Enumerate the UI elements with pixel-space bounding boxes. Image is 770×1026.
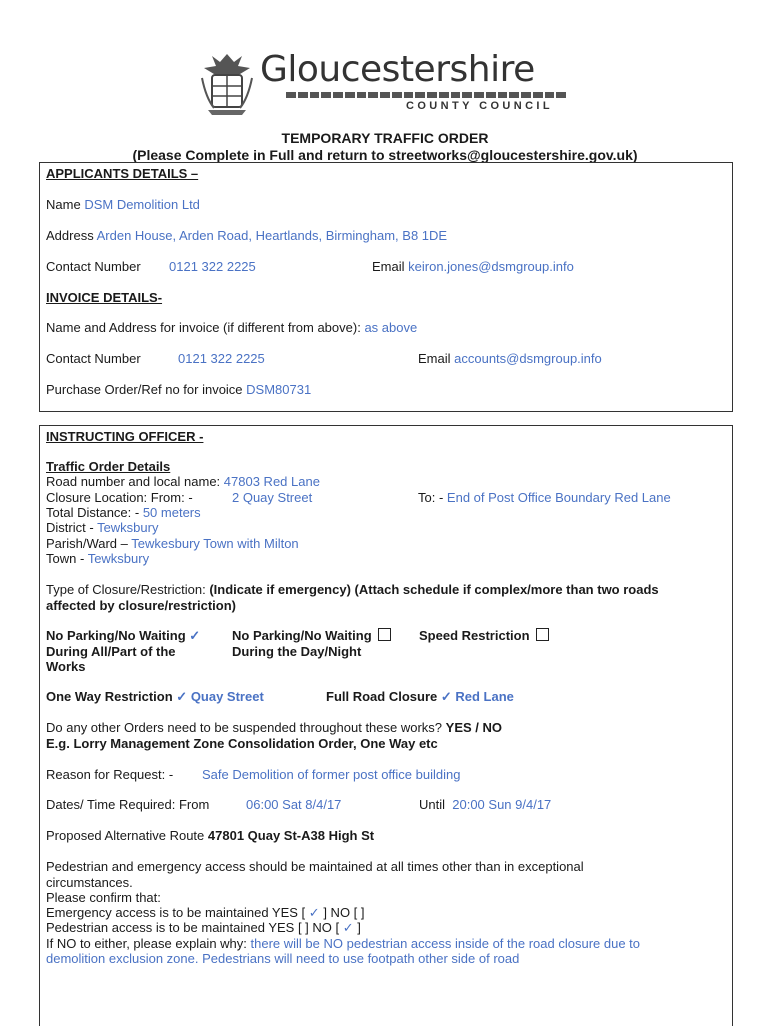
invoice-contact-label: Contact Number [46, 351, 141, 366]
page-title: TEMPORARY TRAFFIC ORDER [281, 130, 489, 146]
road-value[interactable]: 47803 Red Lane [223, 474, 320, 489]
explain-line-2[interactable]: demolition exclusion zone. Pedestrians will need to use footpath other side of road [46, 951, 520, 966]
applicant-heading: APPLICANTS DETAILS – [46, 166, 199, 181]
invoice-email-label: Email [418, 351, 451, 366]
check-icon: ✓ [440, 689, 452, 704]
opt1-line3: Works [46, 659, 86, 674]
parish-label: Parish/Ward – [46, 536, 128, 551]
invoice-heading: INVOICE DETAILS- [46, 290, 163, 305]
until-label: Until [419, 797, 446, 812]
distance-value[interactable]: 50 meters [142, 505, 201, 520]
parish-row [46, 536, 299, 551]
pedestrian-end: ] [357, 920, 361, 935]
brand-name: Gloucestershire [260, 49, 535, 90]
emergency-access-row[interactable] [46, 905, 365, 921]
email-value[interactable]: keiron.jones@dsmgroup.info [408, 259, 574, 274]
reason-value[interactable]: Safe Demolition of former post office building [202, 767, 461, 782]
type-label: Type of Closure/Restriction: [46, 582, 206, 597]
one-way-row[interactable] [46, 689, 264, 705]
po-row [46, 382, 311, 397]
officer-section [39, 425, 733, 1026]
applicant-email-row [372, 259, 574, 274]
closure-to-label: To: - [418, 490, 444, 505]
dates-label: Dates/ Time Required: From [46, 797, 210, 812]
full-closure-value: Red Lane [455, 689, 514, 704]
until-value[interactable]: 20:00 Sun 9/4/17 [452, 797, 552, 812]
type-row [46, 582, 659, 597]
name-value[interactable]: DSM Demolition Ltd [84, 197, 200, 212]
confirm-label: Please confirm that: [46, 890, 161, 905]
alt-route-value[interactable]: 47801 Quay St-A38 High St [207, 828, 375, 843]
name-label: Name [46, 197, 81, 212]
suspend-question: Do any other Orders need to be suspended throughout these works? [46, 720, 443, 735]
road-label: Road number and local name: [46, 474, 221, 489]
opt2-line1: No Parking/No Waiting [232, 628, 372, 643]
invoice-name-label: Name and Address for invoice (if different from above): [46, 320, 361, 335]
officer-heading: INSTRUCTING OFFICER - [46, 429, 204, 444]
invoice-name-row [46, 320, 417, 335]
opt1-line1: No Parking/No Waiting [46, 628, 186, 643]
district-row [46, 520, 158, 535]
invoice-email-value[interactable]: accounts@dsmgroup.info [454, 351, 602, 366]
full-closure-label: Full Road Closure [326, 689, 438, 704]
council-label: COUNTY COUNCIL [406, 100, 554, 112]
pedestrian-access-row[interactable] [46, 920, 361, 936]
page-subtitle: (Please Complete in Full and return to streetworks@gloucestershire.gov.uk) [132, 147, 638, 163]
type-note-2: affected by closure/restriction) [46, 598, 236, 613]
invoice-contact-value[interactable]: 0121 322 2225 [178, 351, 265, 366]
applicant-name-row [46, 197, 200, 212]
council-logo [198, 48, 578, 120]
one-way-label: One Way Restriction [46, 689, 173, 704]
access-line-2: circumstances. [46, 875, 133, 890]
checkbox-speed-restriction[interactable] [536, 628, 549, 641]
opt2-line2: During the Day/Night [232, 644, 362, 659]
invoice-name-value[interactable]: as above [364, 320, 418, 335]
closure-to-value[interactable]: End of Post Office Boundary Red Lane [446, 490, 671, 505]
applicant-section [39, 162, 733, 412]
full-closure-row[interactable] [326, 689, 514, 705]
details-heading: Traffic Order Details [46, 459, 171, 474]
one-way-value: Quay Street [190, 689, 264, 704]
option-no-parking-day[interactable] [232, 628, 391, 643]
suspend-row [46, 720, 502, 735]
suspend-options[interactable]: YES / NO [445, 720, 503, 735]
check-icon: ✓ [308, 905, 320, 920]
explain-line-1[interactable]: there will be NO pedestrian access inside of the road closure due to [250, 936, 641, 951]
address-value[interactable]: Arden House, Arden Road, Heartlands, Birmingham, B8 1DE [96, 228, 448, 243]
checkbox-no-parking-day[interactable] [378, 628, 391, 641]
check-icon: ✓ [189, 628, 201, 643]
reason-label: Reason for Request: - [46, 767, 174, 782]
town-row [46, 551, 149, 566]
closure-to-row [418, 490, 671, 505]
parish-value[interactable]: Tewkesbury Town with Milton [131, 536, 299, 551]
emergency-no: ] NO [ ] [323, 905, 365, 920]
town-value[interactable]: Tewksbury [87, 551, 150, 566]
closure-from-value[interactable]: 2 Quay Street [232, 490, 313, 505]
until-row [419, 797, 551, 812]
contact-value[interactable]: 0121 322 2225 [169, 259, 256, 274]
check-icon: ✓ [176, 689, 188, 704]
explain-label: If NO to either, please explain why: [46, 936, 247, 951]
opt1-line2: During All/Part of the [46, 644, 176, 659]
opt3-label: Speed Restriction [419, 628, 530, 643]
po-label: Purchase Order/Ref no for invoice [46, 382, 243, 397]
applicant-address-row [46, 228, 447, 243]
alt-route-label: Proposed Alternative Route [46, 828, 205, 843]
emergency-label: Emergency access is to be maintained YES [ [46, 905, 306, 920]
district-label: District - [46, 520, 94, 535]
pedestrian-label: Pedestrian access is to be maintained YES [ ] NO [ [46, 920, 340, 935]
explain-row [46, 936, 640, 951]
check-icon: ✓ [342, 920, 354, 935]
district-value[interactable]: Tewksbury [97, 520, 159, 535]
invoice-email-row [418, 351, 602, 366]
email-label: Email [372, 259, 405, 274]
dates-from-value[interactable]: 06:00 Sat 8/4/17 [246, 797, 342, 812]
po-value[interactable]: DSM80731 [246, 382, 312, 397]
option-no-parking-works[interactable] [46, 628, 200, 644]
contact-label: Contact Number [46, 259, 141, 274]
distance-label: Total Distance: - [46, 505, 140, 520]
address-label: Address [46, 228, 94, 243]
suspend-example: E.g. Lorry Management Zone Consolidation Order, One Way etc [46, 736, 438, 751]
crest-icon [198, 48, 256, 116]
access-line-1: Pedestrian and emergency access should be maintained at all times other than in exceptional [46, 859, 584, 874]
closure-from-label: Closure Location: From: - [46, 490, 193, 505]
distance-row [46, 505, 201, 520]
town-label: Town - [46, 551, 85, 566]
brand-bar [286, 92, 566, 98]
alt-route-row [46, 828, 374, 843]
road-row [46, 474, 320, 489]
option-speed-restriction[interactable] [419, 628, 549, 643]
type-note: (Indicate if emergency) (Attach schedule if complex/more than two roads [209, 582, 659, 597]
